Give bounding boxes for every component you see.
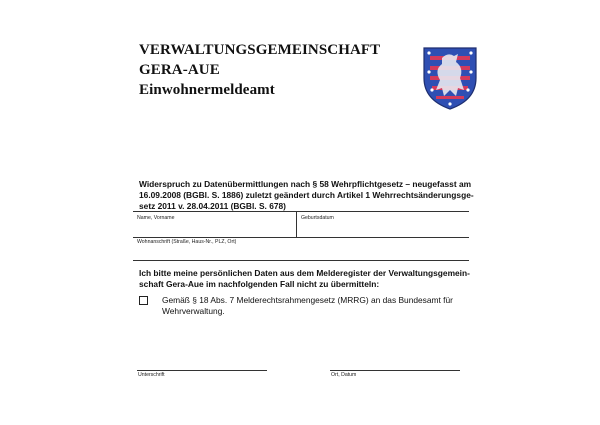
name-field-label: Name, Vorname [137, 215, 175, 221]
header-line-1: VERWALTUNGSGEMEINSCHAFT [139, 42, 381, 58]
option-line-2: Wehrverwaltung. [162, 306, 225, 316]
birthdate-field-label: Geburtsdatum [301, 215, 334, 221]
address-field[interactable] [133, 236, 469, 259]
address-row [133, 236, 469, 261]
place-date-label: Ort, Datum [331, 372, 357, 378]
address-field-label: Wohnanschrift (Straße, Haus-Nr., PLZ, Ort) [137, 239, 237, 245]
option-line-1: Gemäß § 18 Abs. 7 Melderechtsrahmengesetz (MRRG) an das Bundesamt für [162, 295, 453, 305]
intro-line-1: Widerspruch zu Datenübermittlungen nach § 58 Wehrpflichtgesetz – neugefasst am [139, 179, 472, 189]
name-birthdate-row [133, 211, 469, 238]
intro-line-2: 16.09.2008 (BGBl. S. 1886) zuletzt geändert durch Artikel 1 Wehrrechtsänderungsge- [139, 190, 474, 200]
coat-of-arms-icon [420, 42, 480, 112]
request-line-1: Ich bitte meine persönlichen Daten aus dem Melderegister der Verwaltungsgemein- [139, 268, 470, 278]
objection-title [139, 179, 474, 212]
mrrg-option-checkbox[interactable] [139, 296, 148, 305]
request-statement [139, 268, 474, 290]
request-line-2: schaft Gera-Aue im nachfolgenden Fall nicht zu übermitteln: [139, 279, 380, 289]
place-date-line[interactable] [330, 370, 460, 371]
signature-line[interactable] [137, 370, 267, 371]
authority-header [139, 40, 380, 100]
header-line-2: GERA-AUE [139, 62, 220, 78]
signature-label: Unterschrift [138, 372, 165, 378]
intro-line-3: setz 2011 v. 28.04.2011 (BGBl. S. 678) [139, 201, 286, 211]
name-field[interactable] [133, 212, 295, 236]
header-line-3: Einwohnermeldeamt [139, 82, 275, 98]
mrrg-option-label [162, 295, 462, 317]
birthdate-field[interactable] [297, 212, 469, 236]
